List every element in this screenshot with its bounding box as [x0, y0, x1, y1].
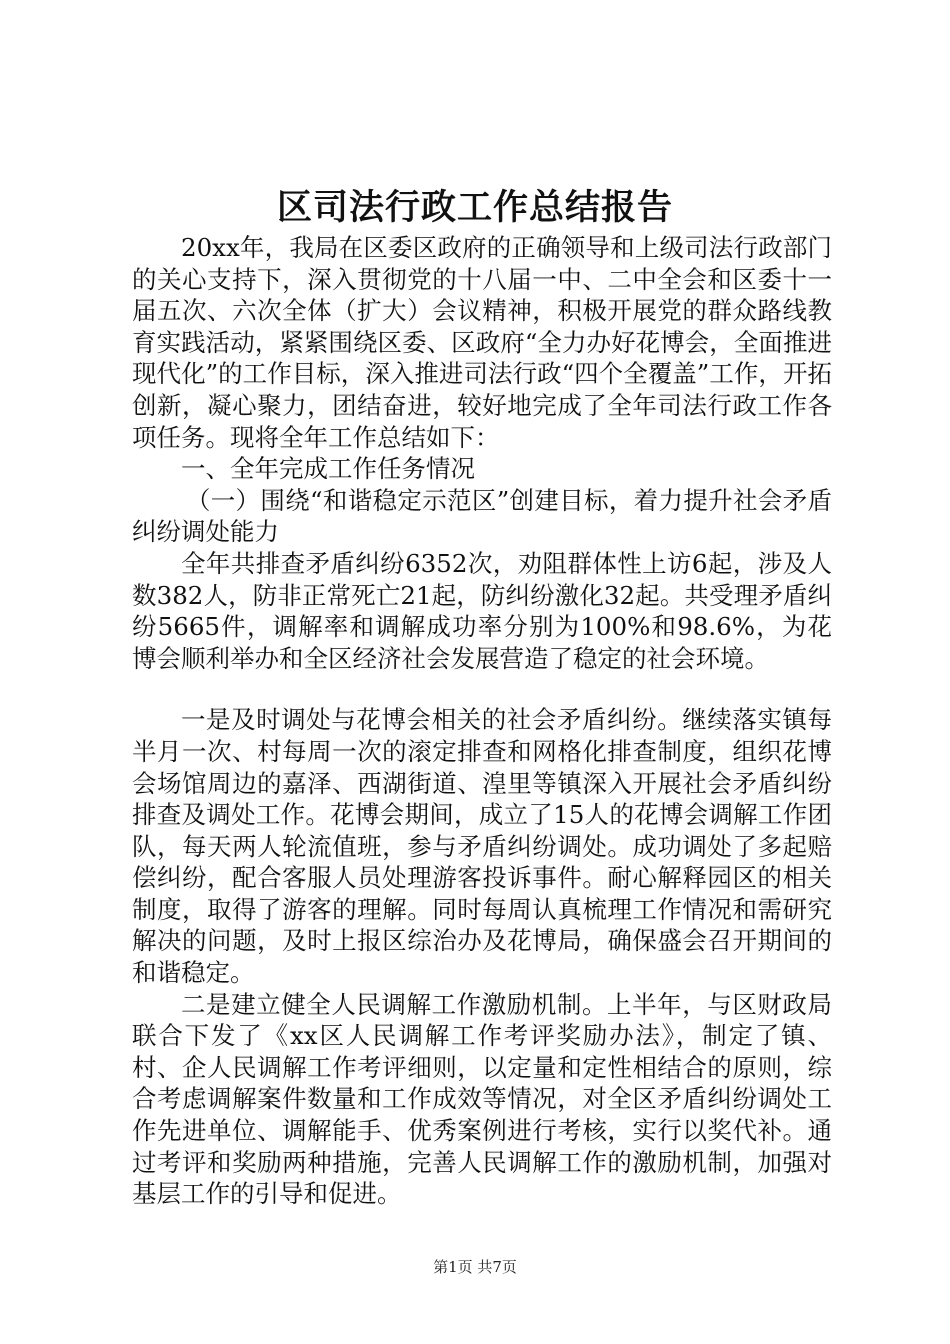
page-number-footer: 第1页 共7页	[433, 1258, 517, 1276]
document-title: 区司法行政工作总结报告	[276, 187, 673, 228]
point-two-paragraph: 二是建立健全人民调解工作激励机制。上半年，与区财政局联合下发了《xx区人民调解工作考评奖励办法》，制定了镇、村、企人民调解工作考评细则，以定量和定性相结合的原则，综合考虑调解案件数量和工作成效等情况，对全区矛盾纠纷调处工作先进单位、调解能手、优秀案例进行考核，实行以奖代补。通过考评和奖励两种措施，完善人民调解工作的激励机制，加强对基层工作的引导和促进。	[132, 989, 832, 1209]
document-body	[132, 232, 832, 1210]
intro-paragraph: 20xx年，我局在区委区政府的正确领导和上级司法行政部门的关心支持下，深入贯彻党的十八届一中、二中全会和区委十一届五次、六次全体（扩大）会议精神，积极开展党的群众路线教育实践活动，紧紧围绕区委、区政府“全力办好花博会，全面推进现代化”的工作目标，深入推进司法行政“四个全覆盖”工作，开拓创新，凝心聚力，团结奋进，较好地完成了全年司法行政工作各项任务。现将全年工作总结如下：	[132, 233, 832, 452]
section-heading: 一、全年完成工作任务情况	[181, 454, 475, 484]
point-one-paragraph: 一是及时调处与花博会相关的社会矛盾纠纷。继续落实镇每半月一次、村每周一次的滚定排查和网格化排查制度，组织花博会场馆周边的嘉泽、西湖街道、湟里等镇深入开展社会矛盾纠纷排查及调处工作。花博会期间，成立了15人的花博会调解工作团队，每天两人轮流值班，参与矛盾纠纷调处。成功调处了多起赔偿纠纷，配合客服人员处理游客投诉事件。耐心解释园区的相关制度，取得了游客的理解。同时每周认真梳理工作情况和需研究解决的问题，及时上报区综治办及花博局，确保盛会召开期间的和谐稳定。	[132, 705, 832, 988]
subsection-heading: （一）围绕“和谐稳定示范区”创建目标，着力提升社会矛盾纠纷调处能力	[132, 485, 832, 547]
statistics-paragraph: 全年共排查矛盾纠纷6352次，劝阻群体性上访6起，涉及人数382人，防非正常死亡21起，防纠纷激化32起。共受理矛盾纠纷5665件，调解率和调解成功率分别为100%和98.6%，为花博会顺利举办和全区经济社会发展营造了稳定的社会环境。	[132, 548, 832, 673]
